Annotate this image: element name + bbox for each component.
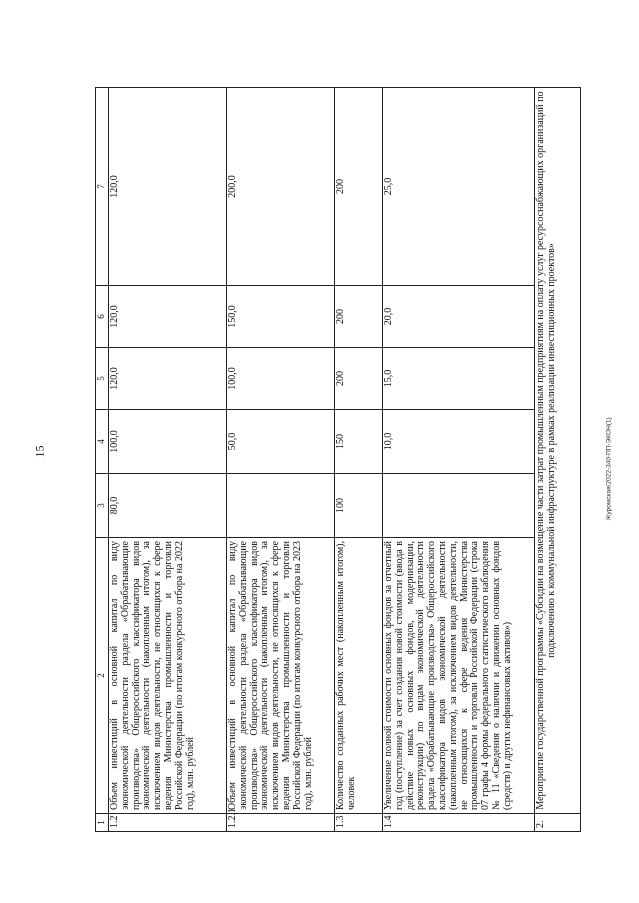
table-row xyxy=(109,88,227,832)
section-row xyxy=(535,88,581,832)
table-row xyxy=(335,88,383,832)
value-cell: 120,0 xyxy=(109,88,227,286)
value-cell: 15,0 xyxy=(383,348,535,410)
value-cell: 25,0 xyxy=(383,88,535,286)
value-cell: 50,0 xyxy=(227,410,335,474)
value-cell: 20,0 xyxy=(383,286,535,348)
row-number: 1.4 xyxy=(383,814,535,832)
indicator-description: Объем инвестиций в основной капитал по виду экономической деятельности раздела «Обрабатывающие производства» Общероссийского классификатора видов экономической деятельности (накопленным итогом), за исключением видов деятельности, не относящихся к сфере ведения Министерства промышленности и торговли Российской Федерации (по итогам конкурсного отбора на 2022 год), млн. рублей xyxy=(109,538,227,814)
table-row xyxy=(227,88,335,832)
table-row xyxy=(383,88,535,832)
row-number: 1.2 xyxy=(109,814,227,832)
header-cell: 7 xyxy=(96,88,109,286)
value-cell: 100 xyxy=(335,474,383,538)
section-title: Мероприятие государственной программы «Субсидии на возмещение части затрат промышленным предприятиям на оплату услуг ресурсоснабжающих организаций по подключению к коммунальной инфраструктуре в рамках реализации инвестиционных проектов» xyxy=(535,88,581,814)
header-cell: 4 xyxy=(96,410,109,474)
header-cell: 5 xyxy=(96,348,109,410)
value-cell xyxy=(227,474,335,538)
header-cell: 1 xyxy=(96,814,109,832)
page-number: 15 xyxy=(32,445,47,458)
indicator-description: Объем инвестиций в основной капитал по виду экономической деятельности раздела «Обрабатывающие производства» Общероссийского классификатора видов экономической деятельности (накопленным итогом), за исключением видов деятельности, не относящихся к сфере ведения Министерства промышленности и торговли Российской Федерации (по итогам конкурсного отбора на 2023 год), млн. рублей xyxy=(227,538,335,814)
value-cell: 150 xyxy=(335,410,383,474)
value-cell xyxy=(383,474,535,538)
row-number: 1.2.1 xyxy=(227,814,335,832)
document-reference: Журомская/2022-340-ПП-ЭКОН(1) xyxy=(605,417,613,521)
row-number: 1.3 xyxy=(335,814,383,832)
value-cell: 80,0 xyxy=(109,474,227,538)
value-cell: 150,0 xyxy=(227,286,335,348)
value-cell: 200 xyxy=(335,88,383,286)
section-number: 2. xyxy=(535,814,581,832)
value-cell: 200,0 xyxy=(227,88,335,286)
rotated-table-wrapper xyxy=(95,88,581,832)
value-cell: 120,0 xyxy=(109,348,227,410)
header-cell: 2 xyxy=(96,538,109,814)
indicator-description: Количество созданных рабочих мест (накопленным итогом), человек xyxy=(335,538,383,814)
value-cell: 200 xyxy=(335,348,383,410)
header-cell: 3 xyxy=(96,474,109,538)
indicator-table xyxy=(95,87,581,832)
value-cell: 10,0 xyxy=(383,410,535,474)
header-row xyxy=(96,88,109,832)
value-cell: 100,0 xyxy=(109,410,227,474)
value-cell: 120,0 xyxy=(109,286,227,348)
header-cell: 6 xyxy=(96,286,109,348)
value-cell: 200 xyxy=(335,286,383,348)
indicator-description: Увеличение полной стоимости основных фондов за отчетный год (поступление) за счет создания новой стоимости (ввода в действие новых основных фондов, модернизации, реконструкции) по видам экономической деятельности раздела «Обрабатывающие производства» Общероссийского классификатора видов экономической деятельности (накопленным итогом), за исключением видов деятельности, не относящихся к сфере ведения Министерства промышленности и торговли Российской Федерации (строка 07 графы 4 формы федерального статистического наблюдения № 11 «Сведения о наличии и движении основных фондов (средств) и других нефинансовых активов») xyxy=(383,538,535,814)
value-cell: 100,0 xyxy=(227,348,335,410)
